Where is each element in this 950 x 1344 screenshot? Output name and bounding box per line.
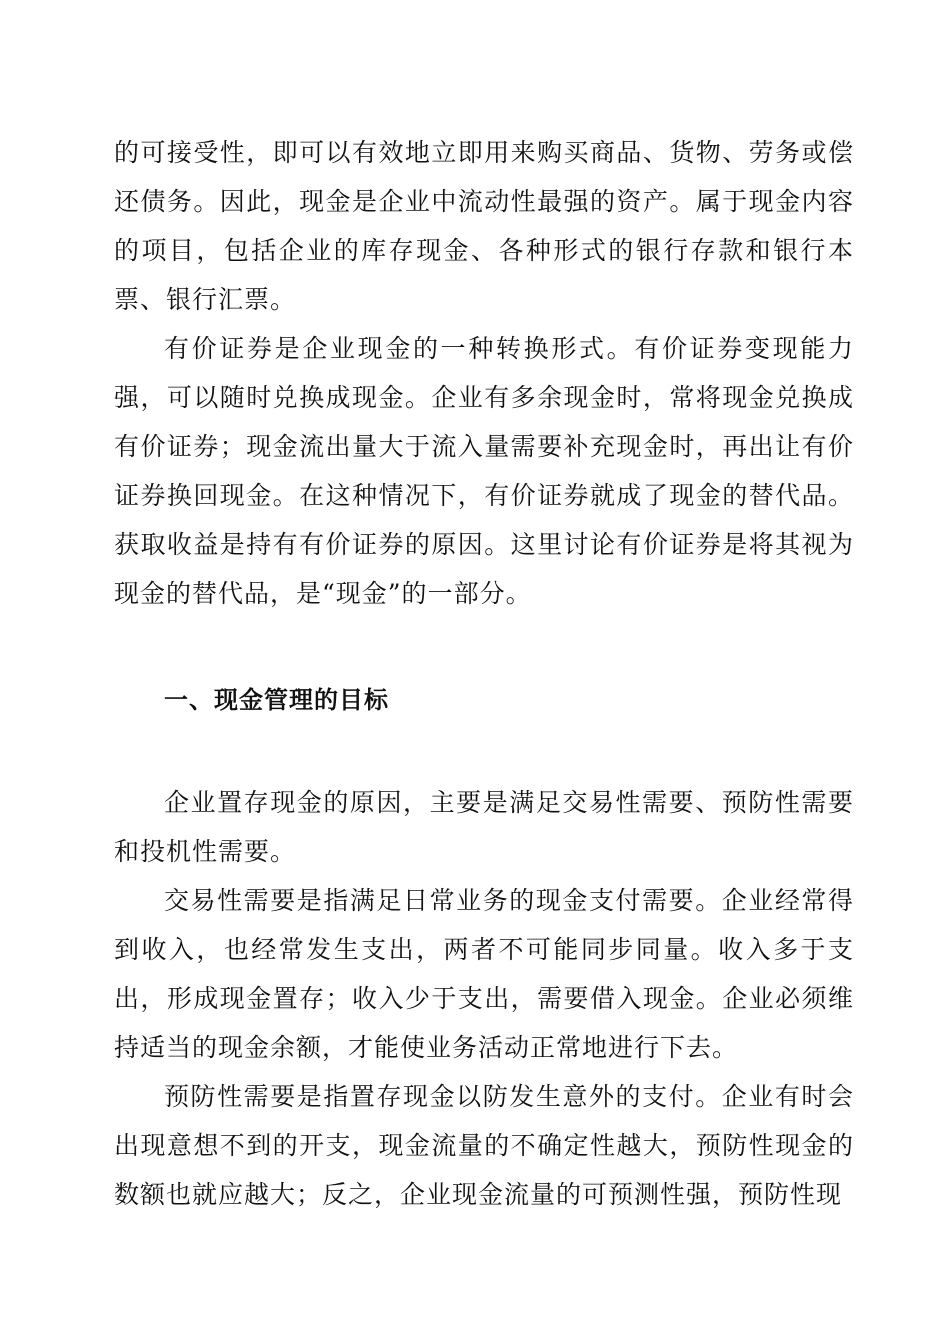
- text-block-top: [114, 128, 854, 618]
- paragraph-precautionary-need: 预防性需要是指置存现金以防发生意外的支付。企业有时会出现意想不到的开支，现金流量的不确定性越大，预防性现金的数额也就应越大；反之，企业现金流量的可预测性强，预防性现: [114, 1082, 854, 1209]
- text-block-bottom: [114, 778, 854, 1219]
- paragraph-cash-definition: 的可接受性，即可以有效地立即用来购买商品、货物、劳务或偿还债务。因此，现金是企业中流动性最强的资产。属于现金内容的项目，包括企业的库存现金、各种形式的银行存款和银行本票、银行汇票。: [114, 138, 854, 314]
- section-heading: 一、现金管理的目标: [164, 686, 389, 714]
- paragraph-securities: 有价证券是企业现金的一种转换形式。有价证券变现能力强，可以随时兑换成现金。企业有多余现金时，常将现金兑换成有价证券；现金流出量大于流入量需要补充现金时，再出让有价证券换回现金。在这种情况下，有价证券就成了现金的替代品。获取收益是持有有价证券的原因。这里讨论有价证券是将其视为现金的替代品，是“现金”的一部分。: [114, 334, 854, 608]
- paragraph-transaction-need: 交易性需要是指满足日常业务的现金支付需要。企业经常得到收入，也经常发生支出，两者不可能同步同量。收入多于支出，形成现金置存；收入少于支出，需要借入现金。企业必须维持适当的现金余额，才能使业务活动正常地进行下去。: [114, 886, 854, 1062]
- paragraph-reasons: 企业置存现金的原因，主要是满足交易性需要、预防性需要和投机性需要。: [114, 788, 854, 866]
